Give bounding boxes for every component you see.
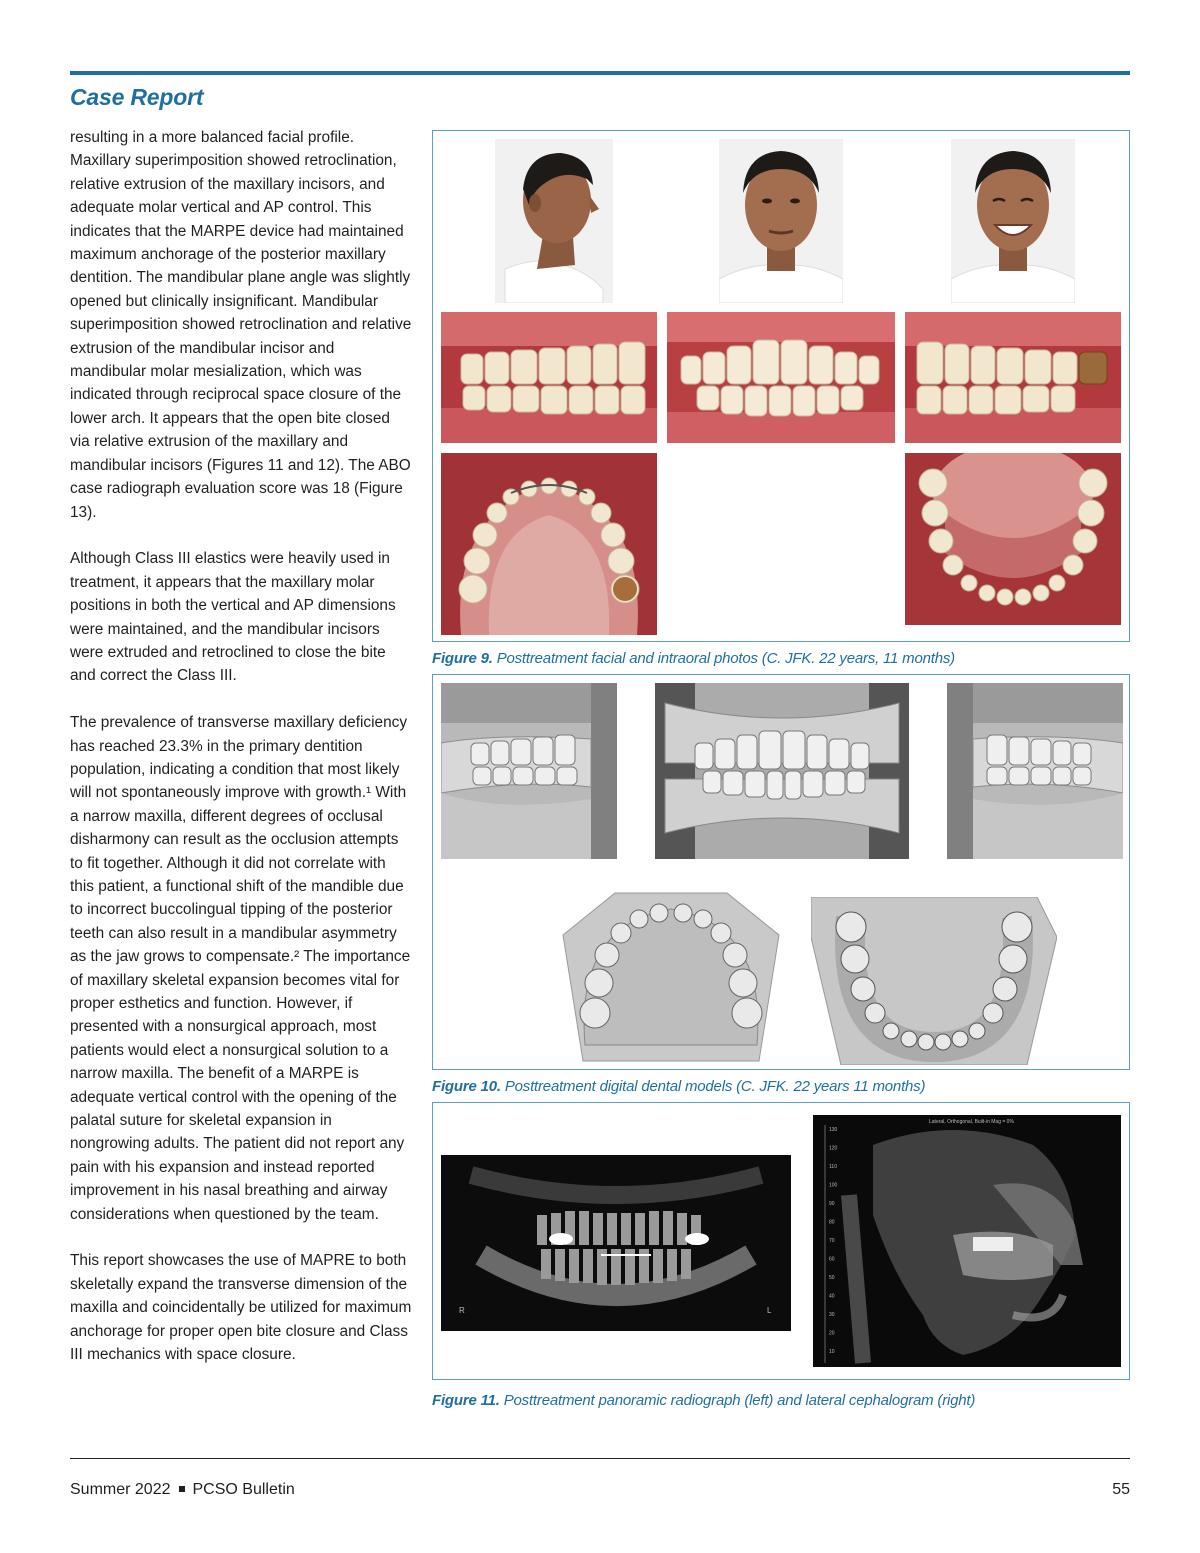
digital-model-left	[947, 683, 1123, 859]
body-paragraph-1: resulting in a more balanced facial profile. Maxillary superimposition showed retroclination, relative extrusion of the maxillary incisors, and adequate molar vertical and AP control. This indicates that the MARPE device had maintained maximum anchorage of the posterior maxillary dentition. The mandibular plane angle was slightly opened but clinically insignificant. Mandibular superimposition showed retroclination and relative extrusion of the mandibular incisor and mandibular molar mesialization, which was indicated through reciprocal space closure of the lower arch. It appears that the open bite closed via relative extrusion of the maxillary and mandibular incisors (Figures 11 and 12). The ABO case radiograph evaluation score was 18 (Figure 13).	[70, 129, 412, 521]
pano-left-marker: L	[767, 1306, 772, 1315]
ceph-ruler-label: 90	[829, 1201, 835, 1207]
ceph-ruler-label: 70	[829, 1238, 835, 1244]
figure-9-caption-text: Posttreatment facial and intraoral photos (C. JFK. 22 years, 11 months)	[496, 650, 955, 667]
page-number: 55	[1112, 1481, 1130, 1498]
digital-model-right	[441, 683, 617, 859]
pano-right-marker: R	[459, 1306, 465, 1315]
body-paragraph-3: The prevalence of transverse maxillary deficiency has reached 23.3% in the primary dentition population, indicating a condition that most likely will not spontaneously improve with growth.¹ With a narrow maxilla, different degrees of occlusal disharmony can result as the occlusion attempts to fit together. Although it did not correlate with this patient, a functional shift of the mandible due to incorrect buccolingual tipping of the posterior teeth can also result in a mandibular asymmetry as the jaw grows to compensate.² The importance of maxillary skeletal expansion becomes vital for proper esthetics and function. However, if presented with a nonsurgical approach, most patients would elect a nonsurgical solution to a narrow maxilla. The benefit of a MARPE is adequate vertical control with the opening of the palatal suture for skeletal expansion in nongrowing adults. The patient did not report any pain with his expansion and instead reported improvement in his nasal breathing and airway considerations when questioned by the team.	[70, 714, 411, 1223]
body-paragraph-2: Although Class III elastics were heavily used in treatment, it appears that the maxillary molar positions in both the vertical and AP dimensions were maintained, and the mandibular incisors were extruded and retroclined to close the bite and correct the Class III.	[70, 550, 396, 685]
ceph-header-text: Lateral, Orthogonal, Built-in Mag = 0%	[929, 1119, 1014, 1125]
intraoral-frontal	[667, 312, 895, 443]
body-paragraph-4: This report showcases the use of MAPRE to both skeletally expand the transverse dimension of the maxilla and coincidentally be utilized for maximum anchorage for proper open bite closure and Class III mechanics with space closure.	[70, 1252, 412, 1364]
footer-rule	[70, 1458, 1130, 1459]
intraoral-upper-occlusal	[441, 453, 657, 635]
ceph-ruler-label: 10	[829, 1349, 835, 1355]
intraoral-lower-occlusal	[905, 453, 1121, 625]
body-text-column	[70, 126, 412, 1390]
ceph-ruler-label: 30	[829, 1312, 835, 1318]
figure-10-label: Figure 10.	[432, 1078, 501, 1095]
ceph-ruler-label: 50	[829, 1275, 835, 1281]
digital-model-lower-occlusal	[811, 897, 1057, 1065]
ceph-ruler-label: 40	[829, 1293, 835, 1300]
figure-9-label: Figure 9.	[432, 650, 493, 667]
figure-9-frame	[432, 130, 1130, 642]
ceph-ruler-label: 110	[829, 1164, 837, 1170]
section-title: Case Report	[70, 84, 204, 110]
figure-9-caption	[432, 650, 955, 667]
footer-publication: PCSO Bulletin	[192, 1481, 295, 1498]
figure-10-frame	[432, 674, 1130, 1070]
ceph-ruler-label: 130	[829, 1127, 838, 1133]
ceph-ruler-label: 120	[829, 1145, 838, 1152]
header-rule	[70, 71, 1130, 75]
figure-10-caption-text: Posttreatment digital dental models (C. JFK. 22 years 11 months)	[504, 1078, 926, 1095]
facial-photo-profile	[495, 139, 613, 303]
lateral-cephalogram	[813, 1115, 1121, 1367]
ceph-ruler-label: 80	[829, 1219, 835, 1226]
figure-10-caption	[432, 1078, 925, 1095]
figure-11-frame	[432, 1102, 1130, 1380]
footer-issue-line	[70, 1481, 295, 1499]
digital-model-frontal	[655, 683, 909, 859]
digital-model-upper-occlusal	[555, 885, 787, 1065]
facial-photo-smile	[951, 139, 1075, 303]
figure-11-label: Figure 11.	[432, 1392, 500, 1409]
intraoral-right-buccal	[441, 312, 657, 443]
intraoral-left-buccal	[905, 312, 1121, 443]
ceph-ruler-label: 100	[829, 1182, 838, 1189]
footer-separator-square	[179, 1486, 185, 1492]
facial-photo-frontal	[719, 139, 843, 303]
footer-issue: Summer 2022	[70, 1481, 171, 1498]
panoramic-radiograph	[441, 1155, 791, 1331]
ceph-ruler-label: 60	[829, 1256, 835, 1263]
figure-11-caption-text: Posttreatment panoramic radiograph (left) and lateral cephalogram (right)	[503, 1392, 976, 1409]
ceph-ruler-label: 20	[829, 1330, 835, 1337]
figure-11-caption	[432, 1392, 975, 1409]
